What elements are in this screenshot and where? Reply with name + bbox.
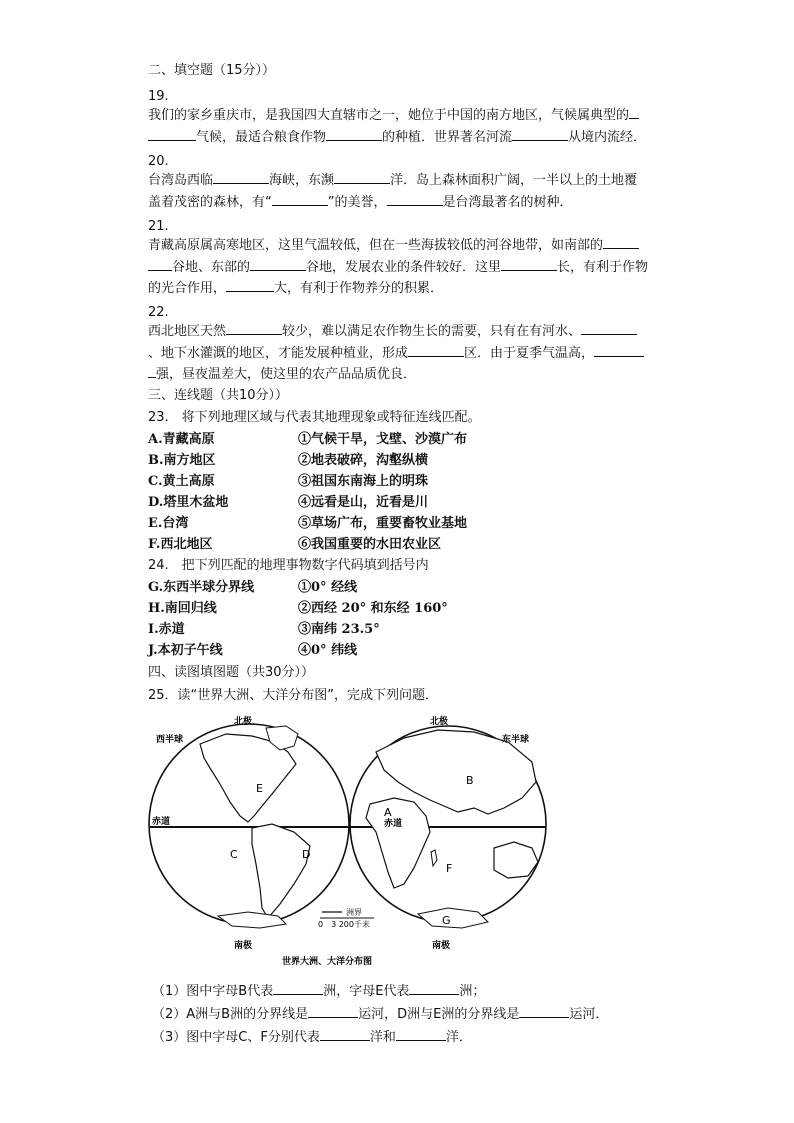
- q25-blank-5[interactable]: [320, 1028, 370, 1041]
- q23-right-3: ④远看是山，近看是川: [298, 495, 429, 510]
- q25-blank-4[interactable]: [519, 1005, 569, 1018]
- map-letter-b: B: [466, 774, 474, 787]
- q21-blank-4[interactable]: [226, 279, 274, 292]
- south-pole-label-west: 南极: [234, 941, 253, 951]
- q23-right-5: ⑥我国重要的水田农业区: [298, 537, 442, 552]
- north-pole-label-west: 北极: [234, 717, 253, 727]
- q25-blank-2[interactable]: [409, 982, 459, 995]
- q23-left-4: E.台湾: [148, 516, 189, 531]
- q24-right-1: ②西经 20° 和东经 160°: [298, 601, 448, 616]
- q22-blank-4[interactable]: [594, 344, 644, 357]
- q24-prompt: 24. 把下列匹配的地理事物数字代码填到括号内: [148, 558, 429, 573]
- q22-blank-4b[interactable]: [148, 365, 156, 378]
- q19-blank-1b[interactable]: [148, 128, 196, 141]
- q23-right-2: ③祖国东南海上的明珠: [298, 474, 429, 489]
- map-letter-f: F: [446, 862, 453, 875]
- q22-blank-3[interactable]: [408, 344, 464, 357]
- q22-blank-1[interactable]: [226, 322, 282, 335]
- q24-right-2: ③南纬 23.5°: [298, 622, 380, 637]
- world-continents-oceans-map: [148, 712, 558, 972]
- q24-right-3: ④0° 纬线: [298, 643, 358, 658]
- q23-prompt: 23. 将下列地理区域与代表其地理现象或特征连线匹配。: [148, 410, 481, 425]
- q22-line-1: 西北地区天然 较少，难以满足农作物生长的需要，只有在有河水、: [148, 322, 637, 341]
- q21-line-3: 的光合作用， 大，有利于作物养分的积累．: [148, 281, 444, 296]
- q21-blank-1b[interactable]: [148, 258, 172, 271]
- madagascar-shape: [431, 850, 437, 866]
- q23-left-2: C.黄土高原: [148, 474, 215, 489]
- q23-right-4: ⑤草场广布，重要畜牧业基地: [298, 516, 468, 531]
- q20-blank-4[interactable]: [387, 193, 443, 206]
- q25-prompt: 25．读“世界大洲、大洋分布图”，完成下列问题．: [148, 688, 439, 703]
- q22-line-3: 强，昼夜温差大，使这里的农产品品质优良．: [148, 365, 416, 384]
- map-letter-a: A: [384, 806, 392, 819]
- q20-blank-1[interactable]: [213, 171, 269, 184]
- map-letter-c: C: [230, 848, 238, 861]
- q23-left-0: A.青藏高原: [148, 432, 215, 447]
- q20-line-1: 台湾岛西临 海峡，东濒 洋．岛上森林面积广阔，一半以上的土地覆: [148, 173, 638, 188]
- africa-shape: [366, 798, 430, 888]
- q20-line-2: 盖着茂密的森林，有“ ”的美誉， 是台湾最著名的树种．: [148, 195, 573, 210]
- eastern-hemisphere-label: 东半球: [502, 735, 530, 745]
- section-2-title: 二、填空题（15分））: [148, 63, 276, 78]
- q21-line-1: 青藏高原属高寒地区，这里气温较低，但在一些海拔较低的河谷地带，如南部的: [148, 236, 639, 255]
- map-caption: 世界大洲、大洋分布图: [282, 957, 373, 967]
- south-america-shape: [252, 824, 310, 918]
- boundary-legend-label: 洲界: [346, 908, 362, 917]
- section-3-title: 三、连线题（共10分））: [148, 388, 289, 403]
- q24-left-0: G.东西半球分界线: [148, 580, 255, 595]
- q25-blank-3[interactable]: [308, 1005, 358, 1018]
- q24-left-1: H.南回归线: [148, 601, 217, 616]
- q19-line-2: 气候，最适合粮食作物 的种植．世界著名河流 从境内流经．: [148, 128, 646, 147]
- q20-blank-2[interactable]: [334, 171, 390, 184]
- q22-line-2: 、地下水灌溉的地区，才能发展种植业，形成 区．由于夏季气温高，: [148, 344, 644, 363]
- q25-sub-1: （1）图中字母B代表 洲，字母E代表 洲；: [152, 984, 486, 999]
- q23-left-3: D.塔里木盆地: [148, 495, 229, 510]
- western-hemisphere-label: 西半球: [156, 735, 184, 745]
- q20-blank-3[interactable]: [272, 193, 328, 206]
- scale-label: 0 3 200千米: [318, 920, 370, 929]
- q24-left-2: I.赤道: [148, 622, 185, 637]
- q25-blank-1[interactable]: [273, 982, 323, 995]
- map-letter-g: G: [442, 914, 451, 927]
- q24-left-3: J.本初子午线: [148, 643, 223, 658]
- q25-blank-6[interactable]: [396, 1028, 446, 1041]
- q22-number: 22.: [148, 305, 169, 320]
- q22-blank-2[interactable]: [581, 322, 637, 335]
- equator-label-east: 赤道: [384, 819, 403, 829]
- q19-number: 19.: [148, 89, 169, 104]
- q19-line-1: 我们的家乡重庆市，是我国四大直辖市之一，她位于中国的南方地区，气候属典型的: [148, 106, 639, 125]
- q23-right-1: ②地表破碎，沟壑纵横: [298, 453, 429, 468]
- q19-blank-2[interactable]: [326, 128, 382, 141]
- antarctica-east-shape: [418, 908, 488, 928]
- q21-number: 21.: [148, 219, 169, 234]
- q23-left-1: B.南方地区: [148, 453, 216, 468]
- q21-line-2: 谷地、东部的 谷地，发展农业的条件较好．这里 长，有利于作物: [148, 258, 648, 277]
- antarctica-west-shape: [218, 912, 286, 928]
- oceania-shape: [494, 842, 538, 878]
- q21-blank-1a[interactable]: [603, 236, 639, 249]
- q23-right-0: ①气候干旱，戈壁、沙漠广布: [298, 432, 468, 447]
- map-letter-e: E: [256, 782, 263, 795]
- q21-blank-3[interactable]: [501, 258, 557, 271]
- south-pole-label-east: 南极: [432, 941, 451, 951]
- q24-right-0: ①0° 经线: [298, 580, 358, 595]
- equator-label-west: 赤道: [152, 817, 171, 827]
- q20-number: 20.: [148, 154, 169, 169]
- q21-blank-2[interactable]: [250, 258, 306, 271]
- q25-sub-3: （3）图中字母C、F分别代表 洋和 洋．: [152, 1030, 472, 1045]
- q19-blank-1a[interactable]: [629, 106, 639, 119]
- map-letter-d: D: [302, 848, 311, 861]
- north-pole-label-east: 北极: [430, 717, 449, 727]
- section-4-title: 四、读图填图题（共30分））: [148, 665, 315, 680]
- q19-blank-3[interactable]: [512, 128, 568, 141]
- q23-left-5: F.西北地区: [148, 537, 213, 552]
- q25-sub-2: （2）A洲与B洲的分界线是 运河，D洲与E洲的分界线是 运河．: [152, 1007, 609, 1022]
